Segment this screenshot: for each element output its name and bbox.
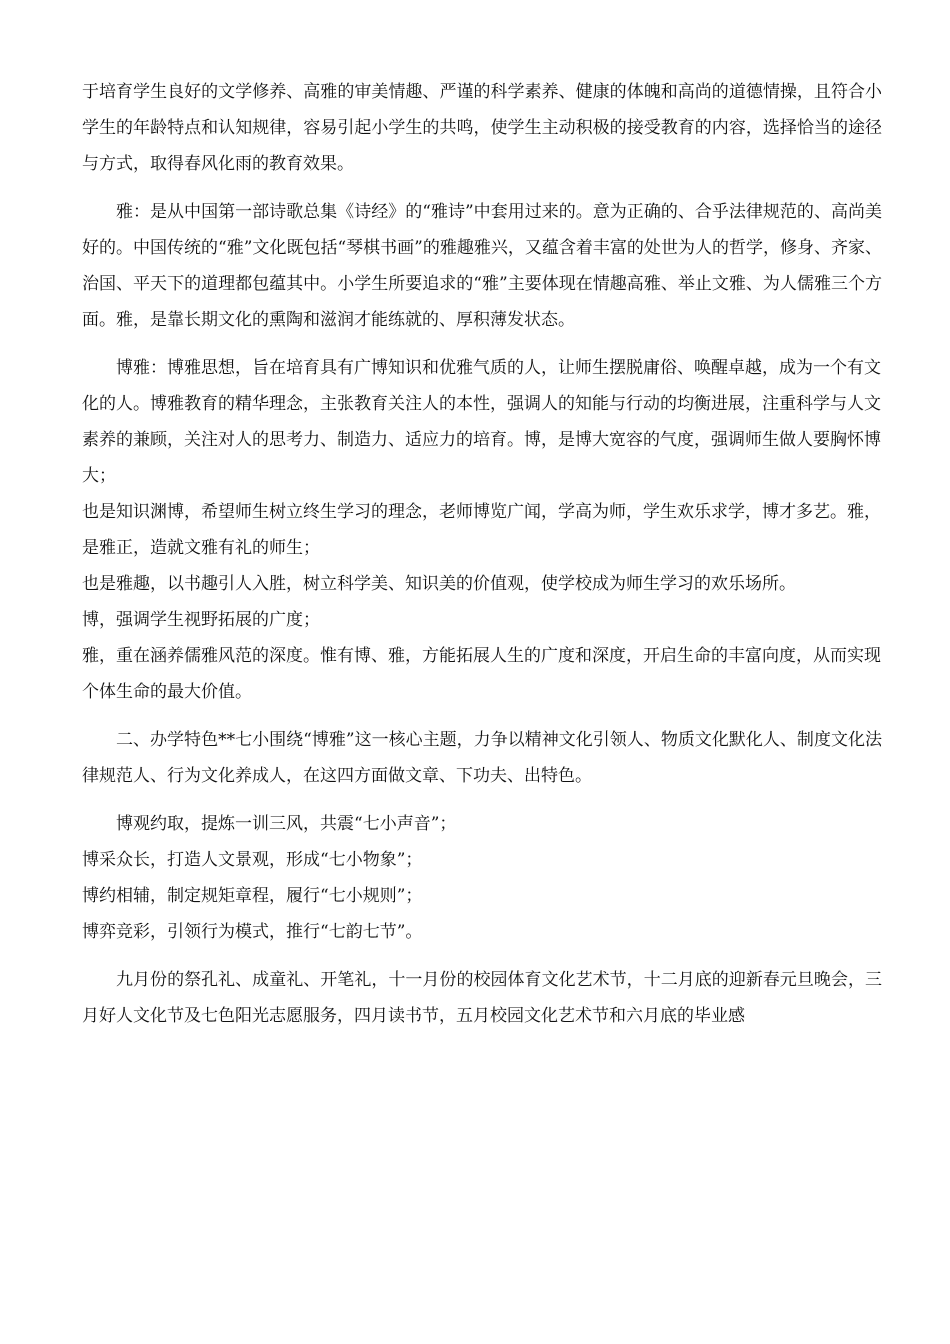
paragraph-four-bo-line-3: 博约相辅，制定规矩章程，履行“七小规则”； xyxy=(82,886,423,906)
paragraph-four-bo-line-4: 博弈竞彩，引领行为模式，推行“七韵七节”。 xyxy=(82,922,423,942)
paragraph-school-features: 二、办学特色**七小围绕“博雅”这一核心主题，力争以精神文化引领人、物质文化默化人、制度文化法律规范人、行为文化养成人，在这四方面做文章、下功夫、出特色。 xyxy=(82,730,882,786)
paragraph-annual-events: 九月份的祭孔礼、成童礼、开笔礼，十一月份的校园体育文化艺术节，十二月底的迎新春元旦晚会，三月好人文化节及七色阳光志愿服务，四月读书节，五月校园文化艺术节和六月底的毕业感 xyxy=(82,970,882,1026)
paragraph-four-bo-line-1: 博观约取，提炼一训三风，共震“七小声音”； xyxy=(116,814,457,834)
document-page xyxy=(82,74,882,1046)
paragraph-boya-group xyxy=(82,350,882,710)
paragraph-education-goals: 于培育学生良好的文学修养、高雅的审美情趣、严谨的科学素养、健康的体魄和高尚的道德情操，且符合小学生的年龄特点和认知规律，容易引起小学生的共鸣，使学生主动积极的接受教育的内容，选择恰当的途径与方式，取得春风化雨的教育效果。 xyxy=(82,82,882,174)
paragraph-boya-line-2: 也是知识渊博，希望师生树立终生学习的理念，老师博览广闻，学高为师，学生欢乐求学，博才多艺。雅，是雅正，造就文雅有礼的师生； xyxy=(82,502,881,558)
paragraph-four-bo-line-2: 博采众长，打造人文景观，形成“七小物象”； xyxy=(82,850,423,870)
paragraph-boya-line-4: 博，强调学生视野拓展的广度； xyxy=(82,610,320,630)
paragraph-ya-definition: 雅：是从中国第一部诗歌总集《诗经》的“雅诗”中套用过来的。意为正确的、合乎法律规范的、高尚美好的。中国传统的“雅”文化既包括“琴棋书画”的雅趣雅兴，又蕴含着丰富的处世为人的哲学，修身、齐家、治国、平天下的道理都包蕴其中。小学生所要追求的“雅”主要体现在情趣高雅、举止文雅、为人儒雅三个方面。雅，是靠长期文化的熏陶和滋润才能练就的、厚积薄发状态。 xyxy=(82,202,882,330)
paragraph-boya-line-3: 也是雅趣，以书趣引人入胜，树立科学美、知识美的价值观，使学校成为师生学习的欢乐场所。 xyxy=(82,574,796,594)
paragraph-four-bo-group xyxy=(82,806,882,950)
paragraph-boya-line-5: 雅，重在涵养儒雅风范的深度。惟有博、雅，方能拓展人生的广度和深度，开启生命的丰富向度，从而实现个体生命的最大价值。 xyxy=(82,646,881,702)
paragraph-boya-definition: 博雅：博雅思想，旨在培育具有广博知识和优雅气质的人，让师生摆脱庸俗、唤醒卓越，成为一个有文化的人。博雅教育的精华理念，主张教育关注人的本性，强调人的知能与行动的均衡进展，注重科学与人文素养的兼顾，关注对人的思考力、制造力、适应力的培育。博，是博大宽容的气度，强调师生做人要胸怀博大； xyxy=(82,358,881,486)
